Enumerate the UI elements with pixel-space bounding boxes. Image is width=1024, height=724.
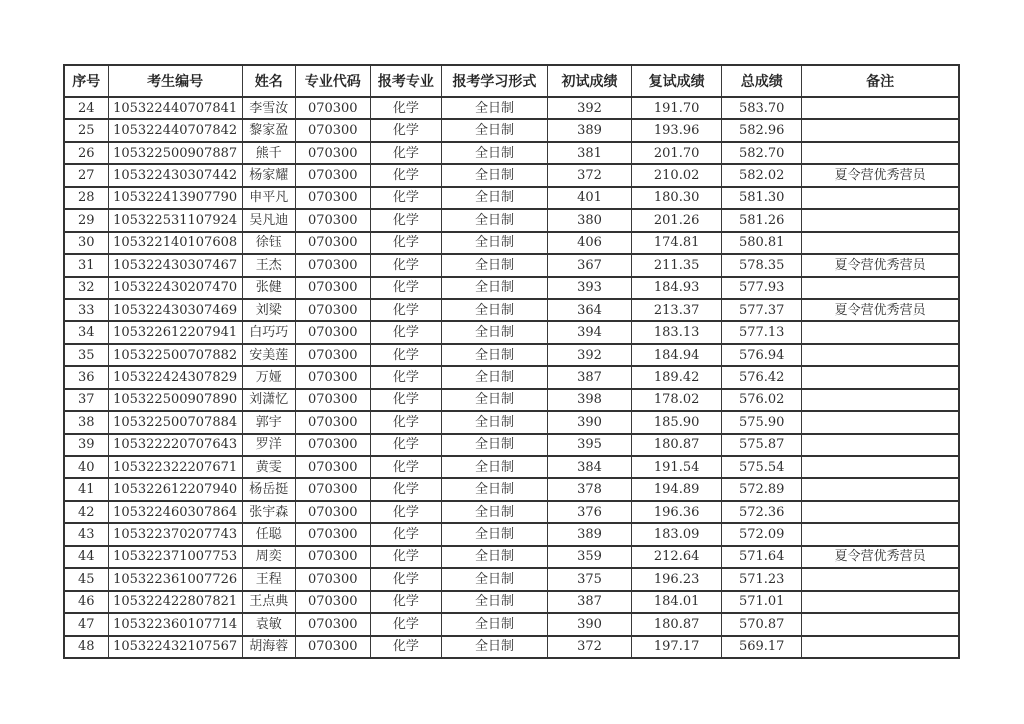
cell-major: 化学	[370, 187, 441, 209]
cell-retest-score: 180.87	[632, 434, 722, 456]
cell-major-code: 070300	[295, 456, 370, 478]
cell-remarks	[802, 478, 959, 500]
cell-index: 47	[64, 613, 108, 635]
cell-major-code: 070300	[295, 254, 370, 276]
table-row	[64, 164, 959, 186]
cell-major-code: 070300	[295, 389, 370, 411]
cell-total-score: 575.90	[722, 411, 802, 433]
cell-retest-score: 184.01	[632, 591, 722, 613]
cell-retest-score: 189.42	[632, 366, 722, 388]
cell-name: 刘梁	[242, 299, 295, 321]
cell-major: 化学	[370, 254, 441, 276]
cell-index: 42	[64, 501, 108, 523]
table-row	[64, 277, 959, 299]
cell-name: 申平凡	[242, 187, 295, 209]
cell-candidate-id: 105322612207940	[108, 478, 242, 500]
cell-major-code: 070300	[295, 501, 370, 523]
cell-index: 24	[64, 97, 108, 119]
cell-index: 46	[64, 591, 108, 613]
cell-index: 36	[64, 366, 108, 388]
cell-retest-score: 174.81	[632, 232, 722, 254]
table-row	[64, 389, 959, 411]
cell-major: 化学	[370, 478, 441, 500]
cell-initial-score: 380	[548, 209, 632, 231]
cell-major: 化学	[370, 344, 441, 366]
column-header-name: 姓名	[242, 65, 295, 97]
cell-study-form: 全日制	[441, 523, 547, 545]
cell-total-score: 580.81	[722, 232, 802, 254]
cell-name: 安美莲	[242, 344, 295, 366]
cell-remarks	[802, 209, 959, 231]
cell-major: 化学	[370, 523, 441, 545]
cell-major: 化学	[370, 568, 441, 590]
cell-index: 39	[64, 434, 108, 456]
cell-total-score: 577.37	[722, 299, 802, 321]
cell-initial-score: 372	[548, 164, 632, 186]
cell-major: 化学	[370, 299, 441, 321]
cell-study-form: 全日制	[441, 591, 547, 613]
cell-major: 化学	[370, 232, 441, 254]
table-row	[64, 344, 959, 366]
cell-index: 33	[64, 299, 108, 321]
cell-remarks	[802, 456, 959, 478]
cell-remarks	[802, 591, 959, 613]
cell-major: 化学	[370, 456, 441, 478]
cell-total-score: 577.13	[722, 321, 802, 343]
cell-initial-score: 387	[548, 366, 632, 388]
column-header-retest-score: 复试成绩	[632, 65, 722, 97]
cell-major: 化学	[370, 209, 441, 231]
cell-study-form: 全日制	[441, 97, 547, 119]
column-header-index: 序号	[64, 65, 108, 97]
cell-candidate-id: 105322500907887	[108, 142, 242, 164]
cell-total-score: 569.17	[722, 636, 802, 658]
cell-retest-score: 184.94	[632, 344, 722, 366]
cell-remarks	[802, 232, 959, 254]
cell-index: 37	[64, 389, 108, 411]
cell-retest-score: 183.09	[632, 523, 722, 545]
cell-total-score: 572.36	[722, 501, 802, 523]
table-row	[64, 411, 959, 433]
cell-major-code: 070300	[295, 164, 370, 186]
cell-study-form: 全日制	[441, 187, 547, 209]
table-row	[64, 636, 959, 658]
cell-index: 30	[64, 232, 108, 254]
cell-major-code: 070300	[295, 142, 370, 164]
cell-name: 杨岳挺	[242, 478, 295, 500]
cell-index: 45	[64, 568, 108, 590]
cell-remarks	[802, 434, 959, 456]
cell-retest-score: 196.36	[632, 501, 722, 523]
cell-retest-score: 191.54	[632, 456, 722, 478]
cell-initial-score: 375	[548, 568, 632, 590]
cell-total-score: 571.64	[722, 546, 802, 568]
cell-major: 化学	[370, 546, 441, 568]
cell-index: 27	[64, 164, 108, 186]
cell-initial-score: 393	[548, 277, 632, 299]
cell-candidate-id: 105322371007753	[108, 546, 242, 568]
cell-study-form: 全日制	[441, 254, 547, 276]
cell-initial-score: 389	[548, 119, 632, 141]
cell-name: 王杰	[242, 254, 295, 276]
cell-candidate-id: 105322500707882	[108, 344, 242, 366]
cell-major: 化学	[370, 591, 441, 613]
cell-name: 王程	[242, 568, 295, 590]
table-body	[64, 97, 959, 658]
cell-name: 徐钰	[242, 232, 295, 254]
cell-major: 化学	[370, 613, 441, 635]
cell-retest-score: 210.02	[632, 164, 722, 186]
cell-candidate-id: 105322422807821	[108, 591, 242, 613]
cell-name: 熊千	[242, 142, 295, 164]
cell-total-score: 571.23	[722, 568, 802, 590]
cell-remarks	[802, 187, 959, 209]
cell-major-code: 070300	[295, 299, 370, 321]
cell-total-score: 578.35	[722, 254, 802, 276]
cell-study-form: 全日制	[441, 277, 547, 299]
cell-initial-score: 384	[548, 456, 632, 478]
table-row	[64, 187, 959, 209]
cell-remarks: 夏令营优秀营员	[802, 254, 959, 276]
cell-study-form: 全日制	[441, 344, 547, 366]
column-header-major-code: 专业代码	[295, 65, 370, 97]
cell-major: 化学	[370, 411, 441, 433]
cell-remarks	[802, 613, 959, 635]
table-header	[64, 65, 959, 97]
table-row	[64, 232, 959, 254]
cell-retest-score: 201.26	[632, 209, 722, 231]
column-header-candidate-id: 考生编号	[108, 65, 242, 97]
cell-major-code: 070300	[295, 568, 370, 590]
cell-study-form: 全日制	[441, 434, 547, 456]
cell-major-code: 070300	[295, 119, 370, 141]
cell-major: 化学	[370, 636, 441, 658]
cell-study-form: 全日制	[441, 411, 547, 433]
cell-total-score: 576.42	[722, 366, 802, 388]
cell-major-code: 070300	[295, 209, 370, 231]
cell-initial-score: 372	[548, 636, 632, 658]
cell-study-form: 全日制	[441, 501, 547, 523]
cell-retest-score: 180.87	[632, 613, 722, 635]
cell-remarks	[802, 568, 959, 590]
table-row	[64, 501, 959, 523]
cell-name: 黎家盈	[242, 119, 295, 141]
cell-initial-score: 359	[548, 546, 632, 568]
cell-retest-score: 180.30	[632, 187, 722, 209]
cell-remarks	[802, 97, 959, 119]
cell-index: 25	[64, 119, 108, 141]
cell-candidate-id: 105322500907890	[108, 389, 242, 411]
cell-candidate-id: 105322432107567	[108, 636, 242, 658]
cell-major-code: 070300	[295, 277, 370, 299]
cell-candidate-id: 105322500707884	[108, 411, 242, 433]
cell-remarks	[802, 501, 959, 523]
table-row	[64, 366, 959, 388]
cell-candidate-id: 105322440707841	[108, 97, 242, 119]
cell-total-score: 576.02	[722, 389, 802, 411]
table-row	[64, 434, 959, 456]
cell-candidate-id: 105322430307467	[108, 254, 242, 276]
cell-major: 化学	[370, 389, 441, 411]
cell-retest-score: 197.17	[632, 636, 722, 658]
cell-major-code: 070300	[295, 434, 370, 456]
cell-study-form: 全日制	[441, 142, 547, 164]
cell-retest-score: 183.13	[632, 321, 722, 343]
cell-retest-score: 196.23	[632, 568, 722, 590]
cell-initial-score: 401	[548, 187, 632, 209]
cell-candidate-id: 105322430307442	[108, 164, 242, 186]
cell-remarks	[802, 389, 959, 411]
cell-remarks: 夏令营优秀营员	[802, 546, 959, 568]
column-header-major: 报考专业	[370, 65, 441, 97]
cell-index: 34	[64, 321, 108, 343]
cell-name: 周奕	[242, 546, 295, 568]
cell-major: 化学	[370, 277, 441, 299]
cell-remarks	[802, 523, 959, 545]
cell-remarks	[802, 142, 959, 164]
cell-retest-score: 193.96	[632, 119, 722, 141]
table-header-row	[64, 65, 959, 97]
cell-index: 35	[64, 344, 108, 366]
cell-total-score: 571.01	[722, 591, 802, 613]
cell-index: 40	[64, 456, 108, 478]
cell-total-score: 577.93	[722, 277, 802, 299]
table-row	[64, 546, 959, 568]
table-row	[64, 568, 959, 590]
cell-initial-score: 398	[548, 389, 632, 411]
cell-retest-score: 212.64	[632, 546, 722, 568]
cell-candidate-id: 105322612207941	[108, 321, 242, 343]
cell-retest-score: 184.93	[632, 277, 722, 299]
cell-major-code: 070300	[295, 636, 370, 658]
cell-major: 化学	[370, 142, 441, 164]
cell-name: 李雪汝	[242, 97, 295, 119]
cell-major: 化学	[370, 366, 441, 388]
cell-index: 29	[64, 209, 108, 231]
cell-major: 化学	[370, 164, 441, 186]
cell-major-code: 070300	[295, 478, 370, 500]
table-row	[64, 456, 959, 478]
cell-name: 袁敏	[242, 613, 295, 635]
cell-candidate-id: 105322360107714	[108, 613, 242, 635]
cell-total-score: 570.87	[722, 613, 802, 635]
cell-index: 44	[64, 546, 108, 568]
table-row	[64, 254, 959, 276]
cell-study-form: 全日制	[441, 478, 547, 500]
cell-remarks	[802, 366, 959, 388]
cell-index: 38	[64, 411, 108, 433]
cell-remarks	[802, 119, 959, 141]
cell-study-form: 全日制	[441, 321, 547, 343]
cell-initial-score: 392	[548, 97, 632, 119]
cell-study-form: 全日制	[441, 164, 547, 186]
cell-initial-score: 376	[548, 501, 632, 523]
cell-study-form: 全日制	[441, 232, 547, 254]
table-row	[64, 321, 959, 343]
table-row	[64, 591, 959, 613]
cell-retest-score: 211.35	[632, 254, 722, 276]
cell-remarks	[802, 321, 959, 343]
cell-total-score: 572.89	[722, 478, 802, 500]
table-row	[64, 209, 959, 231]
cell-name: 白巧巧	[242, 321, 295, 343]
cell-index: 28	[64, 187, 108, 209]
cell-initial-score: 390	[548, 411, 632, 433]
cell-index: 31	[64, 254, 108, 276]
cell-study-form: 全日制	[441, 456, 547, 478]
cell-initial-score: 364	[548, 299, 632, 321]
cell-retest-score: 191.70	[632, 97, 722, 119]
cell-name: 王点典	[242, 591, 295, 613]
cell-study-form: 全日制	[441, 389, 547, 411]
cell-study-form: 全日制	[441, 209, 547, 231]
cell-candidate-id: 105322140107608	[108, 232, 242, 254]
cell-name: 罗洋	[242, 434, 295, 456]
cell-retest-score: 213.37	[632, 299, 722, 321]
cell-candidate-id: 105322430207470	[108, 277, 242, 299]
cell-study-form: 全日制	[441, 299, 547, 321]
cell-candidate-id: 105322440707842	[108, 119, 242, 141]
cell-study-form: 全日制	[441, 119, 547, 141]
cell-initial-score: 381	[548, 142, 632, 164]
cell-study-form: 全日制	[441, 613, 547, 635]
cell-index: 26	[64, 142, 108, 164]
cell-study-form: 全日制	[441, 636, 547, 658]
cell-major-code: 070300	[295, 591, 370, 613]
table-row	[64, 613, 959, 635]
cell-remarks: 夏令营优秀营员	[802, 164, 959, 186]
cell-major: 化学	[370, 97, 441, 119]
cell-remarks	[802, 344, 959, 366]
cell-name: 胡海蓉	[242, 636, 295, 658]
cell-candidate-id: 105322531107924	[108, 209, 242, 231]
cell-initial-score: 395	[548, 434, 632, 456]
cell-major: 化学	[370, 434, 441, 456]
table-row	[64, 478, 959, 500]
cell-candidate-id: 105322370207743	[108, 523, 242, 545]
cell-name: 张宇森	[242, 501, 295, 523]
table-row	[64, 119, 959, 141]
cell-initial-score: 406	[548, 232, 632, 254]
cell-index: 41	[64, 478, 108, 500]
cell-initial-score: 390	[548, 613, 632, 635]
cell-total-score: 576.94	[722, 344, 802, 366]
cell-study-form: 全日制	[441, 366, 547, 388]
cell-major: 化学	[370, 119, 441, 141]
cell-remarks: 夏令营优秀营员	[802, 299, 959, 321]
cell-total-score: 583.70	[722, 97, 802, 119]
cell-total-score: 582.02	[722, 164, 802, 186]
cell-candidate-id: 105322361007726	[108, 568, 242, 590]
cell-total-score: 582.70	[722, 142, 802, 164]
cell-initial-score: 367	[548, 254, 632, 276]
cell-study-form: 全日制	[441, 568, 547, 590]
table-row	[64, 523, 959, 545]
cell-major: 化学	[370, 321, 441, 343]
column-header-remarks: 备注	[802, 65, 959, 97]
cell-name: 万娅	[242, 366, 295, 388]
cell-total-score: 575.87	[722, 434, 802, 456]
cell-major-code: 070300	[295, 523, 370, 545]
cell-index: 43	[64, 523, 108, 545]
cell-major-code: 070300	[295, 613, 370, 635]
table-row	[64, 142, 959, 164]
table-row	[64, 97, 959, 119]
cell-candidate-id: 105322430307469	[108, 299, 242, 321]
cell-retest-score: 185.90	[632, 411, 722, 433]
cell-candidate-id: 105322424307829	[108, 366, 242, 388]
cell-candidate-id: 105322322207671	[108, 456, 242, 478]
cell-initial-score: 392	[548, 344, 632, 366]
cell-name: 杨家耀	[242, 164, 295, 186]
cell-name: 郭宇	[242, 411, 295, 433]
cell-total-score: 575.54	[722, 456, 802, 478]
cell-candidate-id: 105322460307864	[108, 501, 242, 523]
cell-major: 化学	[370, 501, 441, 523]
cell-index: 48	[64, 636, 108, 658]
cell-remarks	[802, 411, 959, 433]
cell-total-score: 582.96	[722, 119, 802, 141]
cell-major-code: 070300	[295, 546, 370, 568]
cell-name: 刘潇忆	[242, 389, 295, 411]
cell-candidate-id: 105322220707643	[108, 434, 242, 456]
cell-initial-score: 378	[548, 478, 632, 500]
cell-total-score: 581.26	[722, 209, 802, 231]
cell-major-code: 070300	[295, 187, 370, 209]
cell-major-code: 070300	[295, 411, 370, 433]
cell-remarks	[802, 277, 959, 299]
cell-major-code: 070300	[295, 321, 370, 343]
column-header-study-form: 报考学习形式	[441, 65, 547, 97]
cell-name: 吴凡迪	[242, 209, 295, 231]
cell-major-code: 070300	[295, 97, 370, 119]
cell-major-code: 070300	[295, 344, 370, 366]
cell-index: 32	[64, 277, 108, 299]
cell-name: 任聪	[242, 523, 295, 545]
cell-retest-score: 178.02	[632, 389, 722, 411]
cell-initial-score: 387	[548, 591, 632, 613]
column-header-initial-score: 初试成绩	[548, 65, 632, 97]
cell-initial-score: 389	[548, 523, 632, 545]
cell-candidate-id: 105322413907790	[108, 187, 242, 209]
cell-total-score: 572.09	[722, 523, 802, 545]
table-row	[64, 299, 959, 321]
column-header-total-score: 总成绩	[722, 65, 802, 97]
cell-name: 黄雯	[242, 456, 295, 478]
cell-total-score: 581.30	[722, 187, 802, 209]
cell-major-code: 070300	[295, 232, 370, 254]
cell-remarks	[802, 636, 959, 658]
cell-study-form: 全日制	[441, 546, 547, 568]
cell-retest-score: 194.89	[632, 478, 722, 500]
cell-initial-score: 394	[548, 321, 632, 343]
cell-major-code: 070300	[295, 366, 370, 388]
cell-name: 张健	[242, 277, 295, 299]
cell-retest-score: 201.70	[632, 142, 722, 164]
admission-scores-table	[63, 64, 960, 659]
